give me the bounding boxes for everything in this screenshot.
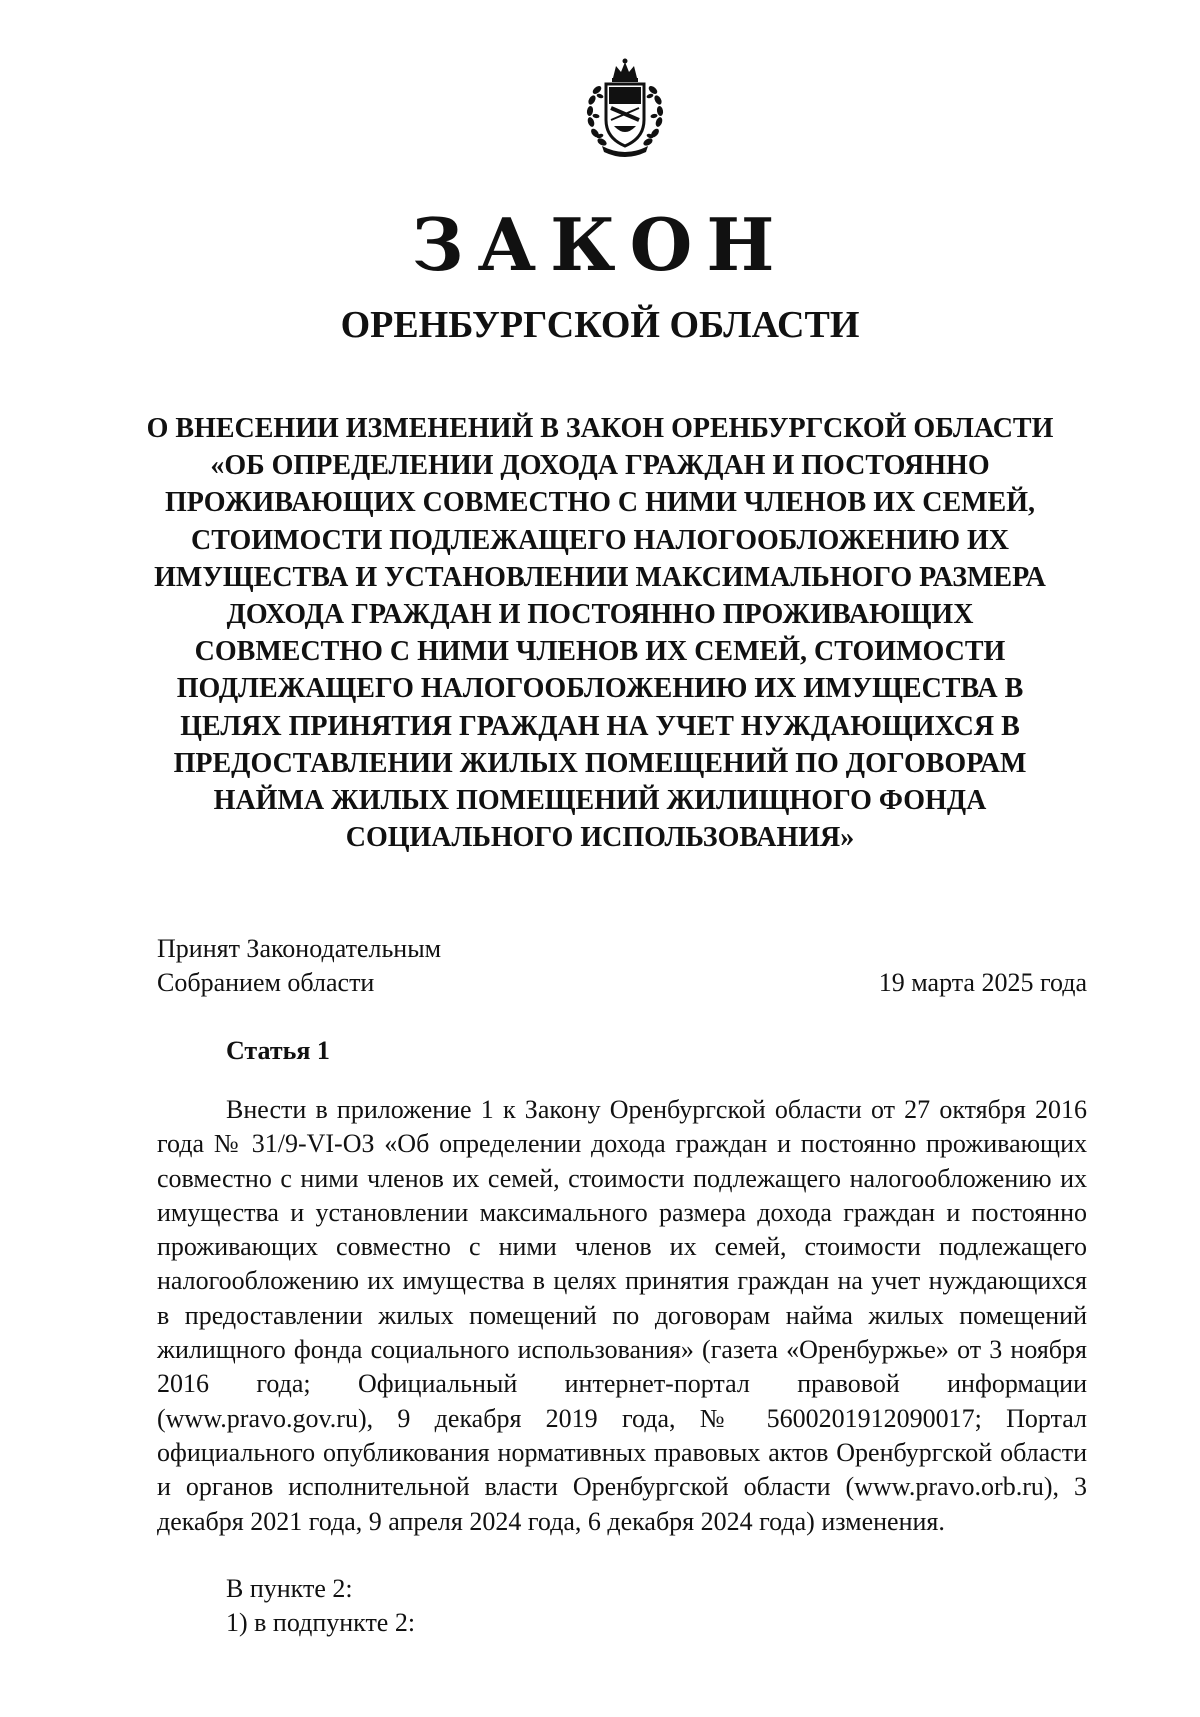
adopted-by-line1: Принят Законодательным — [157, 934, 442, 963]
law-title: ЗАКОН — [411, 202, 789, 287]
document-name: О ВНЕСЕНИИ ИЗМЕНЕНИЙ В ЗАКОН ОРЕНБУРГСКОЙ ОБЛАСТИ «ОБ ОПРЕДЕЛЕНИИ ДОХОДА ГРАЖДАН И ПОСТОЯННО ПРОЖИВАЮЩИХ СОВМЕСТНО С НИМИ ЧЛЕНОВ ИХ СЕМЕЙ, СТОИМОСТИ ПОДЛЕЖАЩЕГО НАЛОГООБЛОЖЕНИЮ ИХ ИМУЩЕСТВА И УСТАНОВЛЕНИИ МАКСИМАЛЬНОГО РАЗМЕРА ДОХОДА ГРАЖДАН И ПОСТОЯННО ПРОЖИВАЮЩИХ СОВМЕСТНО С НИМИ ЧЛЕНОВ ИХ СЕМЕЙ, СТОИМОСТИ ПОДЛЕЖАЩЕГО НАЛОГООБЛОЖЕНИЮ ИХ ИМУЩЕСТВА В ЦЕЛЯХ ПРИНЯТИЯ ГРАЖДАН НА УЧЕТ НУЖДАЮЩИХСЯ В ПРЕДОСТАВЛЕНИИ ЖИЛЫХ ПОМЕЩЕНИЙ ПО ДОГОВОРАМ НАЙМА ЖИЛЫХ ПОМЕЩЕНИЙ ЖИЛИЩНОГО ФОНДА СОЦИАЛЬНОГО ИСПОЛЬЗОВАНИЯ» — [146, 413, 1054, 854]
adopted-by — [157, 932, 607, 1000]
region-name: ОРЕНБУРГСКОЙ ОБЛАСТИ — [340, 304, 860, 346]
point-line: В пункте 2: — [226, 1574, 353, 1603]
adopted-by-line2: Собранием области — [157, 968, 375, 997]
coat-of-arms-icon — [580, 58, 670, 158]
adoption-date: 19 марта 2025 года — [878, 968, 1087, 997]
subpoint-line: 1) в подпункте 2: — [226, 1608, 416, 1637]
article-paragraph: Внести в приложение 1 к Закону Оренбургской области от 27 октября 2016 года № 31/9-VI-ОЗ «Об определении дохода граждан и постоянно проживающих совместно с ними членов их семей, стоимости подлежащего налогообложению их имущества и установлении максимального размера дохода граждан и постоянно проживающих совместно с ними членов их семей, стоимости подлежащего налогообложению их имущества в целях принятия граждан на учет нуждающихся в предоставлении жилых помещений по договорам найма жилых помещений жилищного фонда социального использования» (газета «Оренбуржье» от 3 ноября 2016 года; Официальный интернет-портал правовой информации (www.pravo.gov.ru), 9 декабря 2019 года, № 5600201912090017; Портал официального опубликования нормативных правовых актов Оренбургской области и органов исполнительной власти Оренбургской области (www.pravo.orb.ru), 3 декабря 2021 года, 9 апреля 2024 года, 6 декабря 2024 года) изменения. — [157, 1095, 1087, 1536]
adoption-block — [157, 932, 1087, 1002]
article-heading: Статья 1 — [226, 1036, 330, 1065]
